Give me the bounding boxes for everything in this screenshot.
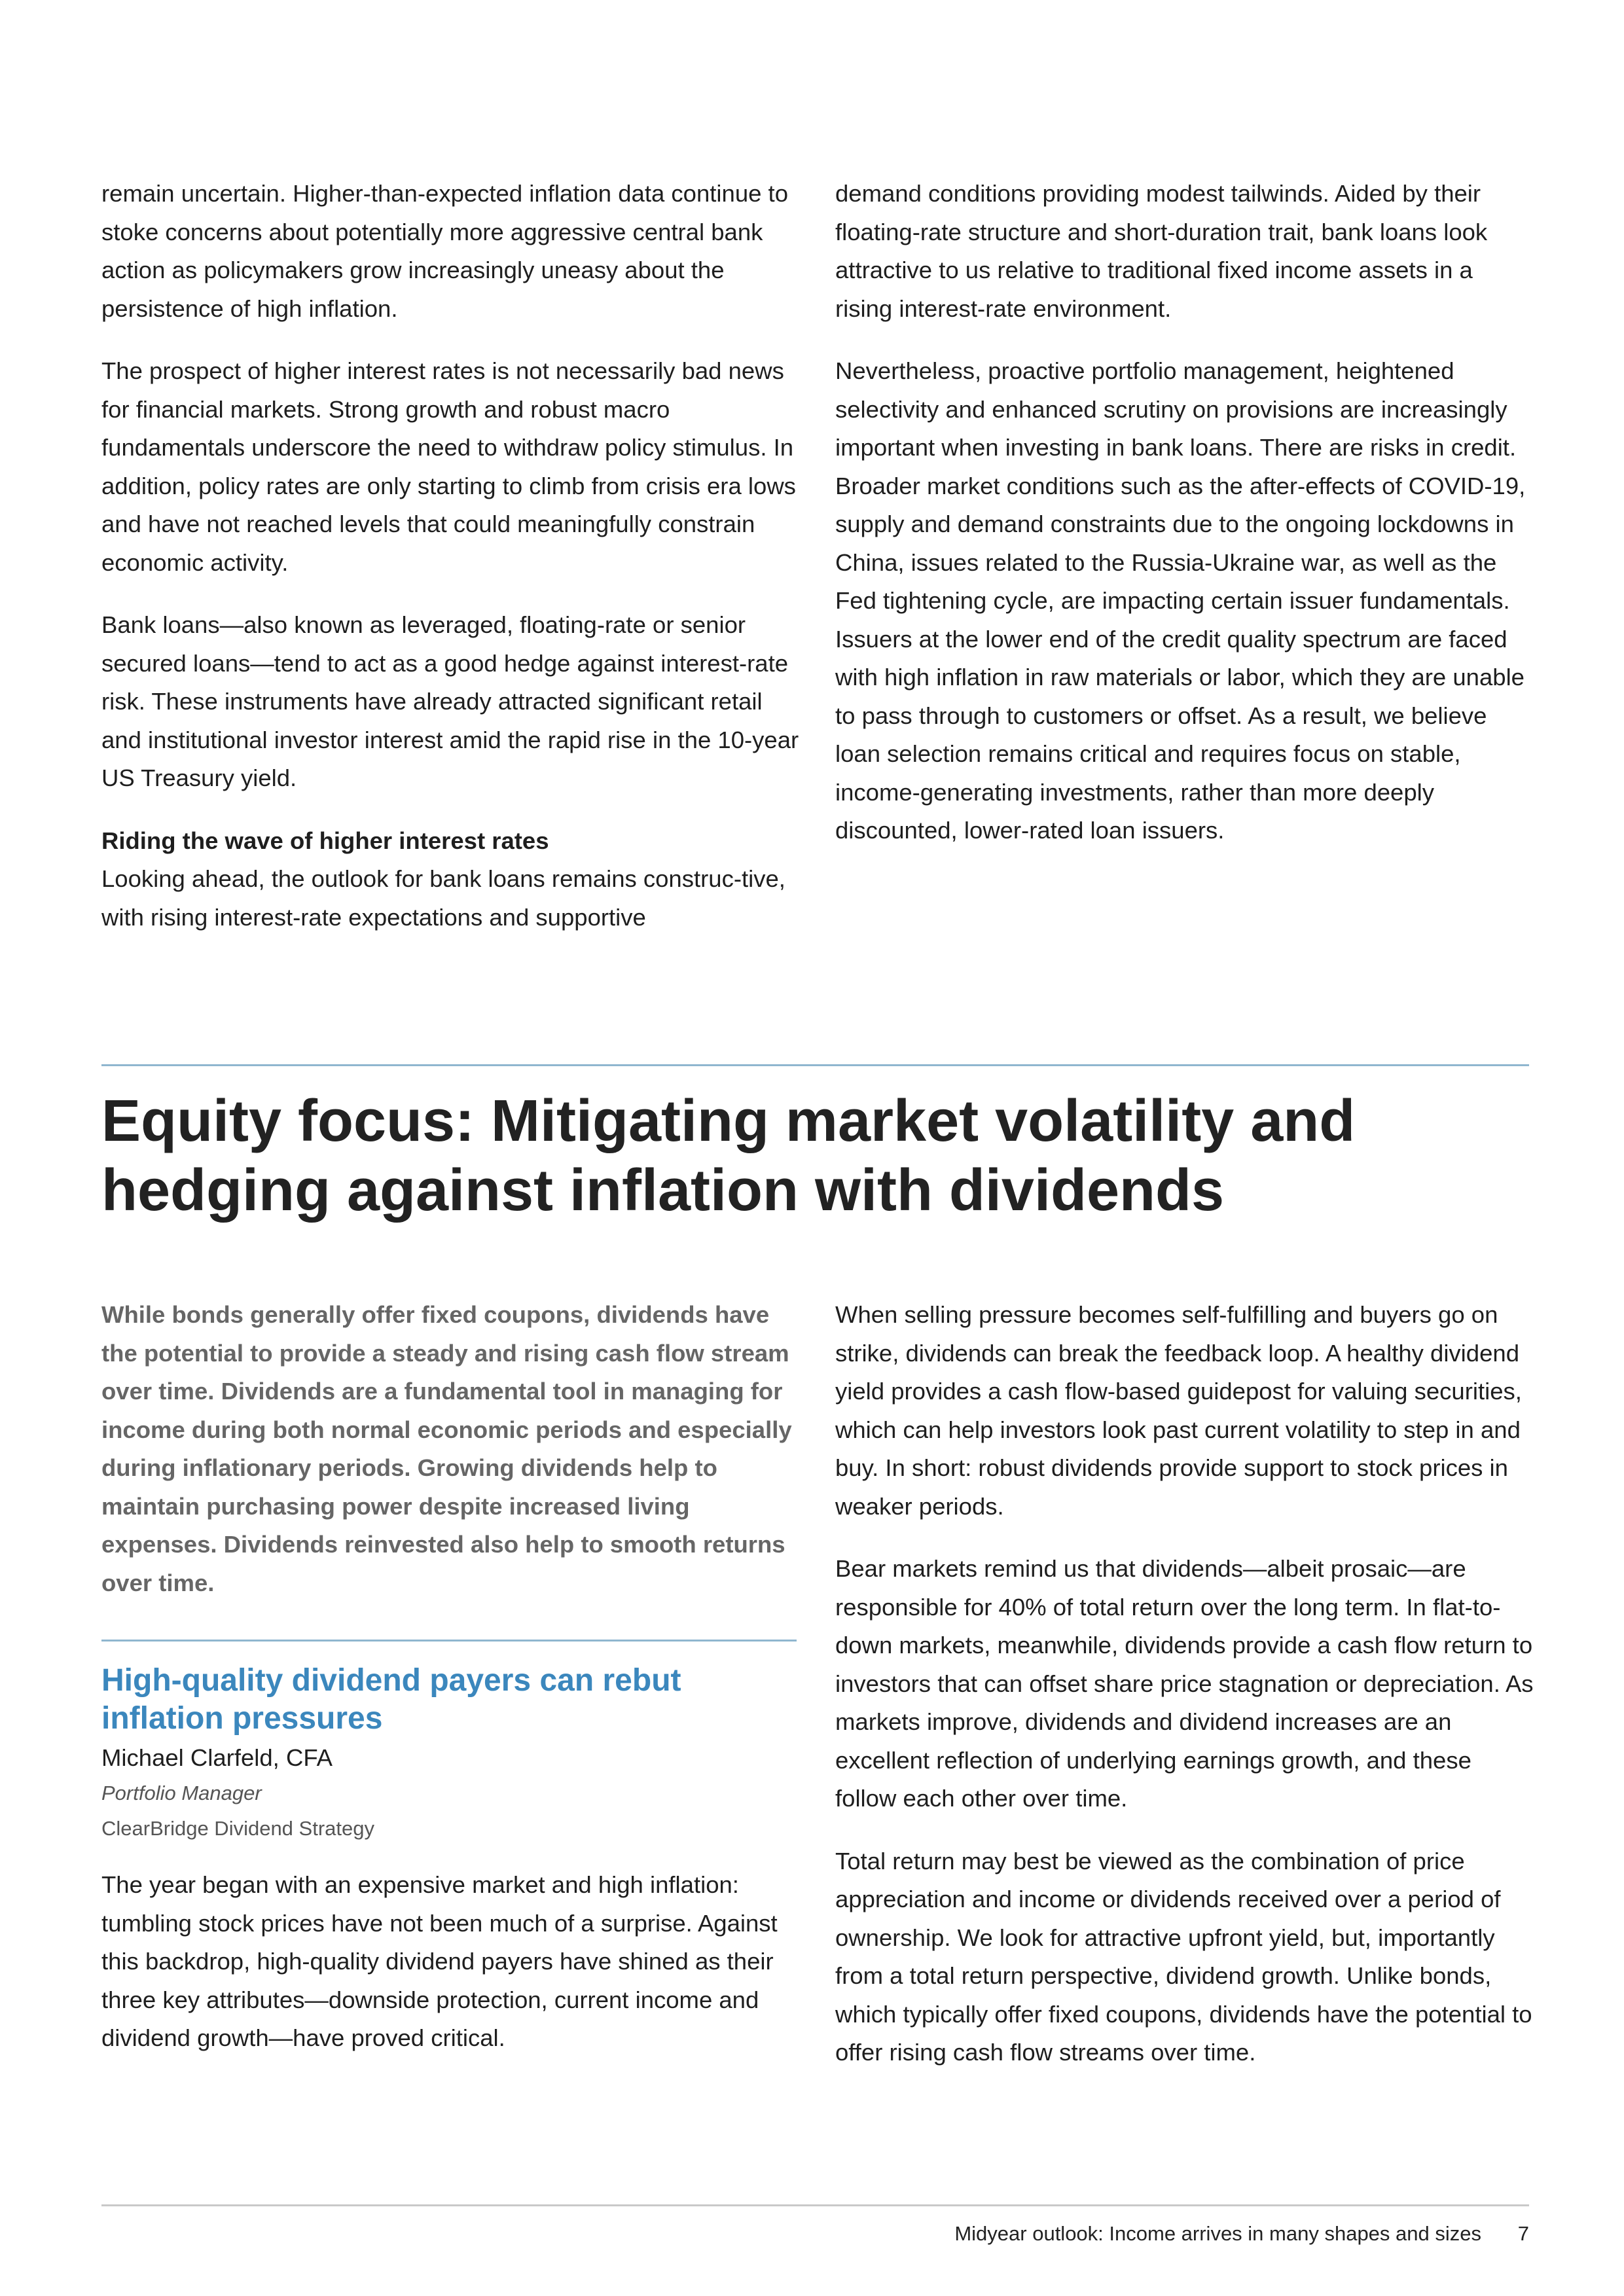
author-name: Michael Clarfeld, CFA [101,1744,333,1771]
body-paragraph: Bank loans—also known as leveraged, floating-rate or senior secured loans—tend to act as a good hedge against interest-rate risk. These instruments have already attracted significant retail and institutional investor interest amid the rapid rise in the 10-year US Treasury yield. [101,611,799,791]
article-block [101,1662,802,2082]
section-title: Equity focus: Mitigating market volatility and hedging against inflation with dividends [101,1088,1356,1223]
bottom-left-column [101,1296,802,1602]
body-paragraph: The year began with an expensive market and high inflation: tumbling stock prices have not been much of a surprise. Against this backdrop, high-quality dividend payers have shined as their three key attributes—downside protection, current income and dividend growth—have proved critical. [101,1871,778,2051]
intro-paragraph: While bonds generally offer fixed coupons, dividends have the potential to provide a steady and rising cash flow stream over time. Dividends are a fundamental tool in managing for income during both normal economic periods and especially during inflationary periods. Growing dividends help to maintain purchasing power despite increased living expenses. Dividends reinvested also help to smooth returns over time. [101,1301,792,1596]
subheading: Riding the wave of higher interest rates [101,827,549,854]
body-paragraph: Total return may best be viewed as the combination of price appreciation and income or dividends received over a period of ownership. We look for attractive upfront yield, but, importantly from a total return perspective, dividend growth. Unlike bonds, which typically offer fixed coupons, dividends have the potential to offer rising cash flow streams over time. [835,1847,1532,2066]
footer-rule [101,2204,1529,2206]
body-paragraph: Looking ahead, the outlook for bank loans remains construc-tive, with rising interest-rate expectations and supportive [101,865,785,931]
body-paragraph: Nevertheless, proactive portfolio management, heightened selectivity and enhanced scrutiny on provisions are increasingly important when investing in bank loans. There are risks in credit. Broader market conditions such as the after-effects of COVID-19, supply and demand constraints due to the ongoing lockdowns in China, issues related to the Russia-Ukraine war, as well as the Fed tightening cycle, are impacting certain issuer fundamentals. Issuers at the lower end of the credit quality spectrum are faced with high inflation in raw materials or labor, which they are unable to pass through to customers or offset. As a result, we believe loan selection remains critical and requires focus on stable, income-generating investments, rather than more deeply discounted, lower-rated loan issuers. [835,357,1526,844]
footer-title: Midyear outlook: Income arrives in many shapes and sizes [954,2222,1481,2245]
body-paragraph: Bear markets remind us that dividends—albeit prosaic—are responsible for 40% of total return over the long term. In flat-to-down markets, meanwhile, dividends provide a cash flow return to investors that can offset share price stagnation or depreciation. As markets improve, dividends and dividend increases are an excellent reflection of underlying earnings growth, and these follow each other over time. [835,1555,1534,1812]
author-role: Portfolio Manager [101,1782,262,1804]
body-paragraph: The prospect of higher interest rates is not necessarily bad news for financial markets. Strong growth and robust macro fundamentals underscore the need to withdraw policy stimulus. In addition, policy rates are only starting to climb from crisis era lows and have not reached levels that could meaningfully constrain economic activity. [101,357,796,576]
page-number: 7 [1517,2222,1529,2245]
article-heading: High-quality dividend payers can rebut inflation pressures [101,1663,681,1736]
top-right-column [835,175,1536,874]
bottom-right-column [835,1296,1536,2096]
body-paragraph: When selling pressure becomes self-fulfilling and buyers go on strike, dividends can break the feedback loop. A healthy dividend yield provides a cash flow-based guidepost for valuing securities, which can help investors look past current volatility to step in and buy. In short: robust dividends provide support to stock prices in weaker periods. [835,1301,1522,1520]
body-paragraph: demand conditions providing modest tailwinds. Aided by their floating-rate structure and short-duration trait, bank loans look attractive to us relative to traditional fixed income assets in a rising interest-rate environment. [835,180,1488,322]
author-organization: ClearBridge Dividend Strategy [101,1817,374,1840]
body-paragraph: remain uncertain. Higher-than-expected inflation data continue to stoke concerns about potentially more aggressive central bank action as policymakers grow increasingly uneasy about the persistence of high inflation. [101,180,789,322]
top-left-column [101,175,802,961]
article-divider [101,1640,797,1641]
section-divider [101,1064,1529,1066]
